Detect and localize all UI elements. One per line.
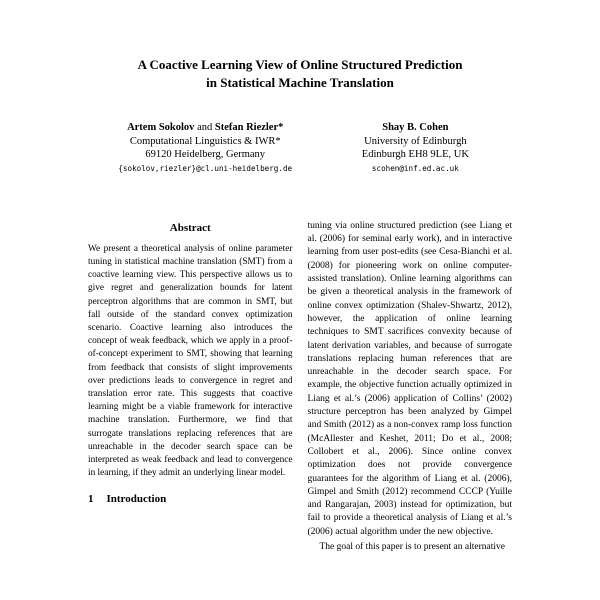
two-column-body xyxy=(88,220,512,554)
paper-title-line1: A Coactive Learning View of Online Structured Prediction xyxy=(137,57,463,72)
affiliation-line: University of Edinburgh xyxy=(364,135,467,147)
abstract-text: We present a theoretical analysis of online parameter tuning in statistical machine translation (SMT) from a coactive learning view. This perspective allows us to give regret and generalization bounds for latent perceptron algorithms that are common in SMT, but fall outside of the standard convex optimization scenario. Coactive learning also introduces the concept of weak feedback, which we apply in a proof-of-concept experiment to SMT, showing that learning from feedback that consists of slight improvements over predictions leads to convergence in regret and translation error rate. This suggests that coactive learning might be a viable framework for interactive machine translation. Furthermore, we find that surrogate translations replacing references that are unreachable in the decoder search space can be interpreted as weak feedback and lead to convergence in learning, if they admit an underlying linear model. xyxy=(88,243,293,479)
author-name: Shay B. Cohen xyxy=(382,122,449,134)
section-number: 1 xyxy=(88,493,94,506)
section-heading-introduction xyxy=(88,493,293,505)
left-column xyxy=(88,220,293,554)
paper-title xyxy=(88,56,512,91)
affiliation-line: Edinburgh EH8 9LE, UK xyxy=(361,149,469,161)
author-names xyxy=(94,121,316,135)
affiliation-line: Computational Linguistics & IWR* xyxy=(129,135,281,147)
author-name: Artem Sokolov xyxy=(127,122,195,134)
body-paragraph: tuning via online structured prediction (see Liang et al. (2006) for seminal early work), and in interactive learning from user post-edits (see Cesa-Bianchi et al. (2008) for pioneering work on online computer-assisted translation). Online learning algorithms can be given a theoretical analysis in the framework of online convex optimization (Shalev-Shwartz, 2012), however, the application of online learning techniques to SMT sacrifices convexity because of latent derivation variables, and because of surrogate translations replacing human references that are unreachable in the decoder search space. For example, the objective function actually optimized in Liang et al.’s (2006) application of Collins’ (2002) structure perceptron has been analyzed by Gimpel and Smith (2012) as a non-convex ramp loss function (McAllester and Keshet, 2011; Do et al., 2008; Collobert et al., 2006). Since online convex optimization does not provide convergence guarantees for the algorithm of Liang et al. (2006), Gimpel and Smith (2012) recommend CCCP (Yuille and Rangarajan, 2003) instead for optimization, but fail to provide a theoretical analysis of Liang et al.’s (2006) actual algorithm under the new objective. xyxy=(307,220,512,537)
authors-block xyxy=(94,121,506,174)
author-names xyxy=(325,121,506,135)
author-email: scohen@inf.ed.ac.uk xyxy=(371,164,459,174)
abstract-heading: Abstract xyxy=(169,221,211,234)
paper-title-line2: in Statistical Machine Translation xyxy=(206,74,394,90)
affiliation-line: 69120 Heidelberg, Germany xyxy=(145,149,266,161)
section-title: Introduction xyxy=(106,493,167,506)
body-paragraph: The goal of this paper is to present an alternative xyxy=(319,542,505,552)
author-block-right xyxy=(325,121,506,174)
author-block-left xyxy=(94,121,316,174)
author-email: {sokolov,riezler}@cl.uni-heidelberg.de xyxy=(118,164,293,174)
right-column xyxy=(308,220,513,554)
author-name: Stefan Riezler* xyxy=(214,122,284,134)
author-name-connector: and xyxy=(197,122,213,134)
